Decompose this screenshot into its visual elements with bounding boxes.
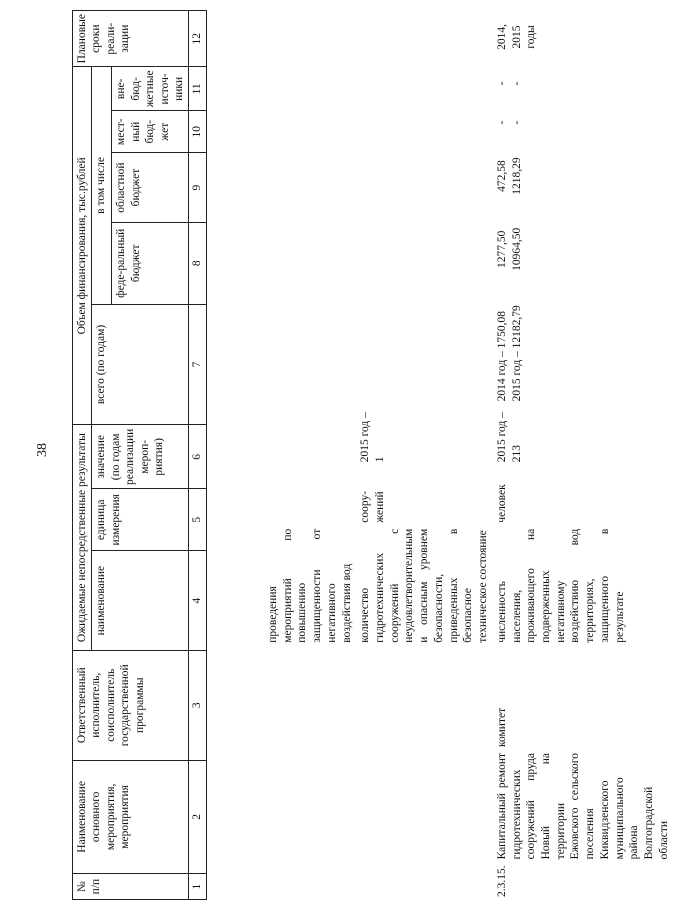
row-local [356, 103, 492, 142]
row-regional [356, 142, 492, 210]
column-number: 2 [189, 760, 206, 874]
row-extra [356, 64, 492, 103]
header-financing: Объем финансирования, тыс.рублей [73, 67, 92, 425]
row-total [356, 289, 492, 405]
row-terms [356, 10, 492, 64]
row-result-name: проведения мероприятий по повышению защищенности от негативного воздействия вод [267, 528, 353, 643]
table-body [264, 10, 673, 900]
header-name: Наименование основного мероприятия, мероприятия [73, 760, 189, 874]
row-extra [264, 64, 356, 103]
column-number: 7 [189, 304, 206, 425]
column-number: 12 [189, 11, 206, 67]
column-number: 9 [189, 153, 206, 223]
row-unit [264, 465, 356, 525]
row-terms: 2014, 2015 годы [495, 24, 538, 50]
row-unit: человек [495, 484, 508, 523]
column-number: 1 [189, 874, 206, 900]
row-result-name: количество гидротехнических сооружений с неудовлетворительным и опасным уровнем безопасности, приведенных в безопасное техническое состояние [359, 528, 490, 643]
row-value: 2015 год – 213 [495, 412, 523, 463]
row-terms [264, 10, 356, 64]
header-regional: областной бюджет [112, 153, 189, 223]
column-number: 6 [189, 425, 206, 489]
column-number: 5 [189, 489, 206, 551]
row-no [356, 862, 492, 900]
row-regional [264, 142, 356, 210]
header-including: в том числе [92, 67, 112, 304]
header-result-name: наименование [92, 551, 189, 651]
header-local: мест-ный бюд-жет [112, 111, 189, 153]
row-local [264, 103, 356, 142]
rotated-table-sheet [72, 10, 670, 900]
header-federal: феде-ральный бюджет [112, 222, 189, 304]
header-no: № п/п [73, 874, 189, 900]
row-extra: - - [495, 81, 523, 86]
row-total: 2014 год – 1750,08 2015 год – 12182,79 [495, 305, 523, 402]
column-number: 4 [189, 551, 206, 651]
column-number: 3 [189, 650, 206, 760]
table-row [493, 10, 673, 900]
row-federal [264, 210, 356, 289]
row-total [264, 289, 356, 405]
row-name: Капитальный ремонт гидротехнических сооружений пруда Новый на территории Ежовского сельского поселения Киквидзенского муниципального района Волгоградской области [495, 753, 670, 860]
row-result-name: численность населения, проживающего на подверженных негативному воздействию вод территориях, защищенного в результате [495, 528, 626, 643]
header-executor: Ответственный исполнитель, соисполнитель государственной программы [73, 650, 189, 760]
table-header [72, 10, 207, 900]
row-local: - - [495, 120, 523, 125]
table-row [356, 10, 492, 900]
header-extra: вне-бюд-жетные источ-ники [112, 67, 189, 111]
row-executor: комитет [495, 707, 508, 747]
row-value [264, 404, 356, 465]
row-value: 2015 год – 1 [359, 412, 387, 463]
header-unit: единица измерения [92, 489, 189, 551]
header-value: значение (по годам реализации мероп-риятия) [92, 425, 189, 489]
row-unit: соору-жений [359, 490, 387, 523]
header-total: всего (по годам) [92, 304, 189, 425]
header-terms: Плановые сроки реали-зации [73, 11, 189, 67]
column-number: 11 [189, 67, 206, 111]
column-number: 10 [189, 111, 206, 153]
row-executor [356, 646, 492, 750]
row-federal: 1277,50 10964,50 [495, 227, 523, 271]
row-name [264, 750, 356, 862]
row-name [356, 750, 492, 862]
row-federal [356, 210, 492, 289]
table-row [264, 10, 356, 900]
page-number: 38 [35, 443, 50, 457]
header-expected-results: Ожидаемые непосредственные результаты [73, 425, 92, 651]
row-executor [264, 646, 356, 750]
row-no [264, 862, 356, 900]
row-no: 2.3.15. [495, 865, 508, 897]
column-number: 8 [189, 222, 206, 304]
row-regional: 472,58 1218,29 [495, 157, 523, 195]
